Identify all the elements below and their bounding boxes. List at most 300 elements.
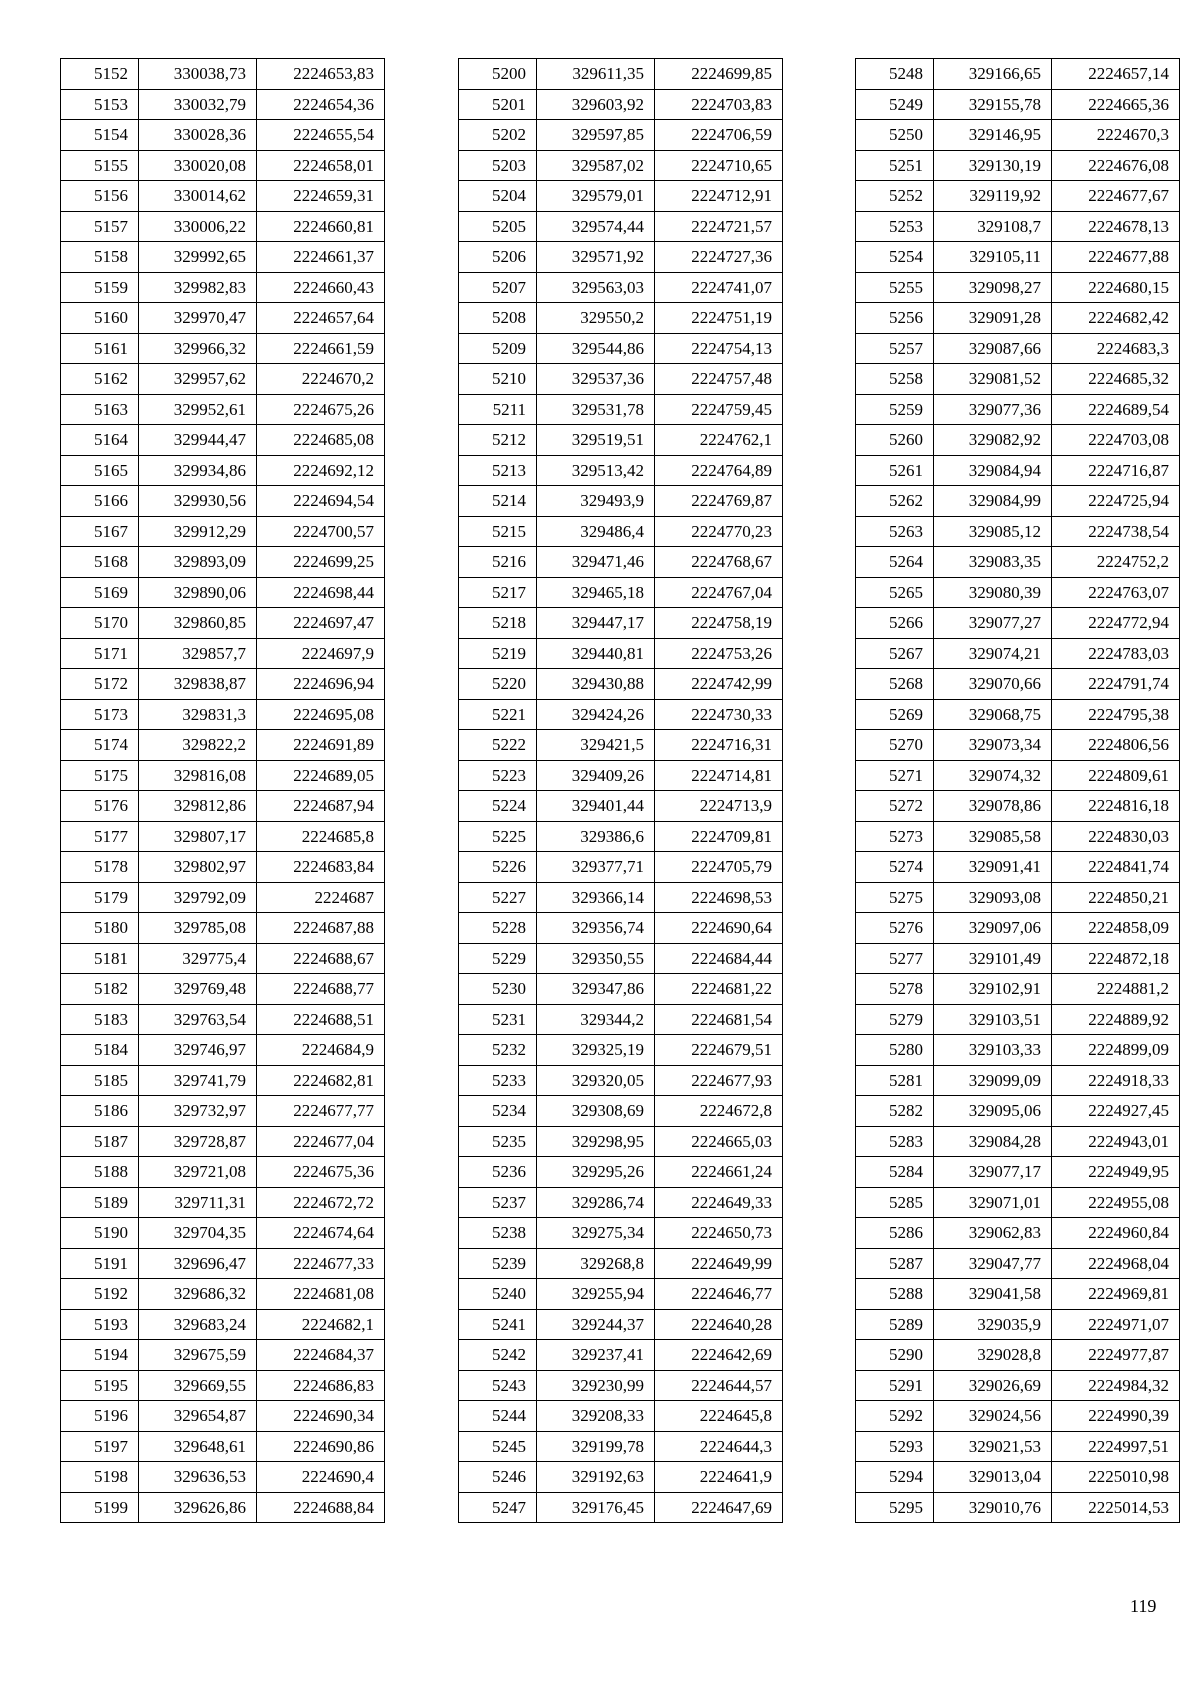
table-row <box>61 1096 385 1127</box>
table-row <box>856 760 1180 791</box>
x-coordinate-cell: 329356,74 <box>537 913 655 944</box>
table-row <box>459 1309 783 1340</box>
x-coordinate-cell: 329093,08 <box>934 882 1052 913</box>
point-number-cell: 5213 <box>459 455 537 486</box>
table-row <box>856 333 1180 364</box>
table-row <box>459 1004 783 1035</box>
y-coordinate-cell: 2224661,24 <box>655 1157 783 1188</box>
y-coordinate-cell: 2224753,26 <box>655 638 783 669</box>
point-number-cell: 5289 <box>856 1309 934 1340</box>
y-coordinate-cell: 2224690,4 <box>257 1462 385 1493</box>
y-coordinate-cell: 2224927,45 <box>1052 1096 1180 1127</box>
x-coordinate-cell: 329732,97 <box>139 1096 257 1127</box>
x-coordinate-cell: 329098,27 <box>934 272 1052 303</box>
point-number-cell: 5286 <box>856 1218 934 1249</box>
table-row <box>61 669 385 700</box>
point-number-cell: 5268 <box>856 669 934 700</box>
y-coordinate-cell: 2224687 <box>257 882 385 913</box>
point-number-cell: 5188 <box>61 1157 139 1188</box>
point-number-cell: 5207 <box>459 272 537 303</box>
y-coordinate-cell: 2224661,37 <box>257 242 385 273</box>
table-row <box>856 1035 1180 1066</box>
point-number-cell: 5178 <box>61 852 139 883</box>
point-number-cell: 5225 <box>459 821 537 852</box>
point-number-cell: 5230 <box>459 974 537 1005</box>
y-coordinate-cell: 2224677,93 <box>655 1065 783 1096</box>
point-number-cell: 5166 <box>61 486 139 517</box>
point-number-cell: 5201 <box>459 89 537 120</box>
point-number-cell: 5279 <box>856 1004 934 1035</box>
point-number-cell: 5293 <box>856 1431 934 1462</box>
table-row <box>61 547 385 578</box>
x-coordinate-cell: 329401,44 <box>537 791 655 822</box>
y-coordinate-cell: 2224677,33 <box>257 1248 385 1279</box>
x-coordinate-cell: 329377,71 <box>537 852 655 883</box>
x-coordinate-cell: 329648,61 <box>139 1431 257 1462</box>
y-coordinate-cell: 2224705,79 <box>655 852 783 883</box>
y-coordinate-cell: 2224677,67 <box>1052 181 1180 212</box>
point-number-cell: 5269 <box>856 699 934 730</box>
y-coordinate-cell: 2224665,36 <box>1052 89 1180 120</box>
x-coordinate-cell: 329208,33 <box>537 1401 655 1432</box>
table-row <box>61 1462 385 1493</box>
table-row <box>856 913 1180 944</box>
y-coordinate-cell: 2224681,54 <box>655 1004 783 1035</box>
x-coordinate-cell: 329424,26 <box>537 699 655 730</box>
x-coordinate-cell: 329430,88 <box>537 669 655 700</box>
x-coordinate-cell: 330014,62 <box>139 181 257 212</box>
table-row <box>856 455 1180 486</box>
y-coordinate-cell: 2224768,67 <box>655 547 783 578</box>
y-coordinate-cell: 2224700,57 <box>257 516 385 547</box>
y-coordinate-cell: 2224649,99 <box>655 1248 783 1279</box>
y-coordinate-cell: 2224706,59 <box>655 120 783 151</box>
y-coordinate-cell: 2224881,2 <box>1052 974 1180 1005</box>
y-coordinate-cell: 2224665,03 <box>655 1126 783 1157</box>
point-number-cell: 5240 <box>459 1279 537 1310</box>
y-coordinate-cell: 2224682,81 <box>257 1065 385 1096</box>
y-coordinate-cell: 2224688,84 <box>257 1492 385 1523</box>
point-number-cell: 5211 <box>459 394 537 425</box>
x-coordinate-cell: 329550,2 <box>537 303 655 334</box>
x-coordinate-cell: 329298,95 <box>537 1126 655 1157</box>
point-number-cell: 5238 <box>459 1218 537 1249</box>
y-coordinate-cell: 2224676,08 <box>1052 150 1180 181</box>
table-row <box>856 669 1180 700</box>
point-number-cell: 5172 <box>61 669 139 700</box>
x-coordinate-cell: 329119,92 <box>934 181 1052 212</box>
table-row <box>459 699 783 730</box>
y-coordinate-cell: 2224653,83 <box>257 59 385 90</box>
table-row <box>61 1431 385 1462</box>
x-coordinate-cell: 329084,28 <box>934 1126 1052 1157</box>
table-row <box>61 1187 385 1218</box>
y-coordinate-cell: 2224696,94 <box>257 669 385 700</box>
x-coordinate-cell: 329626,86 <box>139 1492 257 1523</box>
table-row <box>61 1248 385 1279</box>
x-coordinate-cell: 329611,35 <box>537 59 655 90</box>
y-coordinate-cell: 2224770,23 <box>655 516 783 547</box>
point-number-cell: 5228 <box>459 913 537 944</box>
table-row <box>61 1126 385 1157</box>
y-coordinate-cell: 2224644,57 <box>655 1370 783 1401</box>
x-coordinate-cell: 329966,32 <box>139 333 257 364</box>
point-number-cell: 5260 <box>856 425 934 456</box>
point-number-cell: 5179 <box>61 882 139 913</box>
point-number-cell: 5204 <box>459 181 537 212</box>
table-row <box>856 1279 1180 1310</box>
table-row <box>459 1401 783 1432</box>
y-coordinate-cell: 2224762,1 <box>655 425 783 456</box>
table-row <box>459 638 783 669</box>
y-coordinate-cell: 2224659,31 <box>257 181 385 212</box>
table-row <box>61 364 385 395</box>
table-row <box>459 913 783 944</box>
table-row <box>61 211 385 242</box>
point-number-cell: 5290 <box>856 1340 934 1371</box>
x-coordinate-cell: 329155,78 <box>934 89 1052 120</box>
table-row <box>459 730 783 761</box>
y-coordinate-cell: 2224709,81 <box>655 821 783 852</box>
y-coordinate-cell: 2224872,18 <box>1052 943 1180 974</box>
x-coordinate-cell: 329024,56 <box>934 1401 1052 1432</box>
y-coordinate-cell: 2224687,94 <box>257 791 385 822</box>
x-coordinate-cell: 329686,32 <box>139 1279 257 1310</box>
table-row <box>856 364 1180 395</box>
y-coordinate-cell: 2224675,26 <box>257 394 385 425</box>
x-coordinate-cell: 329934,86 <box>139 455 257 486</box>
y-coordinate-cell: 2224685,08 <box>257 425 385 456</box>
point-number-cell: 5281 <box>856 1065 934 1096</box>
table-row <box>61 516 385 547</box>
y-coordinate-cell: 2224730,33 <box>655 699 783 730</box>
x-coordinate-cell: 329970,47 <box>139 303 257 334</box>
table-row <box>856 516 1180 547</box>
table-row <box>61 577 385 608</box>
table-row <box>856 1218 1180 1249</box>
point-number-cell: 5227 <box>459 882 537 913</box>
table-row <box>856 486 1180 517</box>
table-row <box>459 669 783 700</box>
point-number-cell: 5243 <box>459 1370 537 1401</box>
point-number-cell: 5159 <box>61 272 139 303</box>
table-row <box>856 821 1180 852</box>
x-coordinate-cell: 329486,4 <box>537 516 655 547</box>
point-number-cell: 5171 <box>61 638 139 669</box>
point-number-cell: 5232 <box>459 1035 537 1066</box>
x-coordinate-cell: 330028,36 <box>139 120 257 151</box>
y-coordinate-cell: 2224858,09 <box>1052 913 1180 944</box>
y-coordinate-cell: 2224661,59 <box>257 333 385 364</box>
table-row <box>61 1309 385 1340</box>
point-number-cell: 5180 <box>61 913 139 944</box>
y-coordinate-cell: 2224943,01 <box>1052 1126 1180 1157</box>
y-coordinate-cell: 2224660,81 <box>257 211 385 242</box>
y-coordinate-cell: 2224710,65 <box>655 150 783 181</box>
y-coordinate-cell: 2224683,3 <box>1052 333 1180 364</box>
point-number-cell: 5226 <box>459 852 537 883</box>
y-coordinate-cell: 2224645,8 <box>655 1401 783 1432</box>
point-number-cell: 5250 <box>856 120 934 151</box>
y-coordinate-cell: 2224699,25 <box>257 547 385 578</box>
table-row <box>459 1187 783 1218</box>
x-coordinate-cell: 329047,77 <box>934 1248 1052 1279</box>
x-coordinate-cell: 329447,17 <box>537 608 655 639</box>
table-row <box>459 1096 783 1127</box>
point-number-cell: 5191 <box>61 1248 139 1279</box>
y-coordinate-cell: 2224681,08 <box>257 1279 385 1310</box>
y-coordinate-cell: 2224918,33 <box>1052 1065 1180 1096</box>
x-coordinate-cell: 329675,59 <box>139 1340 257 1371</box>
x-coordinate-cell: 329084,99 <box>934 486 1052 517</box>
table-row <box>459 181 783 212</box>
table-row <box>61 303 385 334</box>
point-number-cell: 5275 <box>856 882 934 913</box>
y-coordinate-cell: 2224670,3 <box>1052 120 1180 151</box>
point-number-cell: 5246 <box>459 1462 537 1493</box>
table-row <box>61 120 385 151</box>
y-coordinate-cell: 2224752,2 <box>1052 547 1180 578</box>
table-row <box>459 882 783 913</box>
point-number-cell: 5209 <box>459 333 537 364</box>
x-coordinate-cell: 329074,32 <box>934 760 1052 791</box>
table-row <box>459 1340 783 1371</box>
y-coordinate-cell: 2224764,89 <box>655 455 783 486</box>
y-coordinate-cell: 2224680,15 <box>1052 272 1180 303</box>
x-coordinate-cell: 329077,17 <box>934 1157 1052 1188</box>
y-coordinate-cell: 2224716,31 <box>655 730 783 761</box>
y-coordinate-cell: 2224660,43 <box>257 272 385 303</box>
y-coordinate-cell: 2224955,08 <box>1052 1187 1180 1218</box>
table-row <box>459 1279 783 1310</box>
point-number-cell: 5257 <box>856 333 934 364</box>
point-number-cell: 5205 <box>459 211 537 242</box>
x-coordinate-cell: 329028,8 <box>934 1340 1052 1371</box>
x-coordinate-cell: 329105,11 <box>934 242 1052 273</box>
point-number-cell: 5229 <box>459 943 537 974</box>
point-number-cell: 5217 <box>459 577 537 608</box>
table-row <box>856 59 1180 90</box>
y-coordinate-cell: 2224642,69 <box>655 1340 783 1371</box>
point-number-cell: 5276 <box>856 913 934 944</box>
y-coordinate-cell: 2224727,36 <box>655 242 783 273</box>
x-coordinate-cell: 329769,48 <box>139 974 257 1005</box>
x-coordinate-cell: 329295,26 <box>537 1157 655 1188</box>
table-row <box>856 1492 1180 1523</box>
x-coordinate-cell: 329095,06 <box>934 1096 1052 1127</box>
point-number-cell: 5285 <box>856 1187 934 1218</box>
point-number-cell: 5165 <box>61 455 139 486</box>
x-coordinate-cell: 329237,41 <box>537 1340 655 1371</box>
y-coordinate-cell: 2224960,84 <box>1052 1218 1180 1249</box>
table-row <box>856 1370 1180 1401</box>
x-coordinate-cell: 329531,78 <box>537 394 655 425</box>
x-coordinate-cell: 329587,02 <box>537 150 655 181</box>
point-number-cell: 5241 <box>459 1309 537 1340</box>
point-number-cell: 5152 <box>61 59 139 90</box>
x-coordinate-cell: 329802,97 <box>139 852 257 883</box>
y-coordinate-cell: 2224971,07 <box>1052 1309 1180 1340</box>
x-coordinate-cell: 329912,29 <box>139 516 257 547</box>
table-row <box>61 821 385 852</box>
table-row <box>856 730 1180 761</box>
table-row <box>61 1004 385 1035</box>
point-number-cell: 5223 <box>459 760 537 791</box>
table-row <box>459 516 783 547</box>
x-coordinate-cell: 329344,2 <box>537 1004 655 1035</box>
point-number-cell: 5218 <box>459 608 537 639</box>
x-coordinate-cell: 330020,08 <box>139 150 257 181</box>
x-coordinate-cell: 329493,9 <box>537 486 655 517</box>
y-coordinate-cell: 2224684,37 <box>257 1340 385 1371</box>
point-number-cell: 5157 <box>61 211 139 242</box>
point-number-cell: 5251 <box>856 150 934 181</box>
point-number-cell: 5202 <box>459 120 537 151</box>
table-row <box>856 1096 1180 1127</box>
table-row <box>459 333 783 364</box>
y-coordinate-cell: 2224691,89 <box>257 730 385 761</box>
x-coordinate-cell: 329101,49 <box>934 943 1052 974</box>
coordinate-table-3 <box>855 58 1180 1523</box>
y-coordinate-cell: 2224690,64 <box>655 913 783 944</box>
x-coordinate-cell: 329857,7 <box>139 638 257 669</box>
table-row <box>61 425 385 456</box>
table-row <box>459 608 783 639</box>
point-number-cell: 5291 <box>856 1370 934 1401</box>
y-coordinate-cell: 2224697,9 <box>257 638 385 669</box>
x-coordinate-cell: 329099,09 <box>934 1065 1052 1096</box>
point-number-cell: 5266 <box>856 608 934 639</box>
table-row <box>856 1004 1180 1035</box>
x-coordinate-cell: 329021,53 <box>934 1431 1052 1462</box>
x-coordinate-cell: 329103,51 <box>934 1004 1052 1035</box>
y-coordinate-cell: 2224658,01 <box>257 150 385 181</box>
y-coordinate-cell: 2224688,51 <box>257 1004 385 1035</box>
y-coordinate-cell: 2224681,22 <box>655 974 783 1005</box>
x-coordinate-cell: 329544,86 <box>537 333 655 364</box>
table-row <box>856 699 1180 730</box>
point-number-cell: 5247 <box>459 1492 537 1523</box>
point-number-cell: 5186 <box>61 1096 139 1127</box>
table-row <box>61 791 385 822</box>
x-coordinate-cell: 329792,09 <box>139 882 257 913</box>
x-coordinate-cell: 329268,8 <box>537 1248 655 1279</box>
point-number-cell: 5161 <box>61 333 139 364</box>
point-number-cell: 5244 <box>459 1401 537 1432</box>
y-coordinate-cell: 2224686,83 <box>257 1370 385 1401</box>
y-coordinate-cell: 2224699,85 <box>655 59 783 90</box>
page-number: 119 <box>1130 1596 1157 1616</box>
y-coordinate-cell: 2224757,48 <box>655 364 783 395</box>
point-number-cell: 5252 <box>856 181 934 212</box>
y-coordinate-cell: 2224767,04 <box>655 577 783 608</box>
y-coordinate-cell: 2224772,94 <box>1052 608 1180 639</box>
table-row <box>61 1157 385 1188</box>
y-coordinate-cell: 2224816,18 <box>1052 791 1180 822</box>
point-number-cell: 5185 <box>61 1065 139 1096</box>
point-number-cell: 5237 <box>459 1187 537 1218</box>
x-coordinate-cell: 329636,53 <box>139 1462 257 1493</box>
y-coordinate-cell: 2224698,44 <box>257 577 385 608</box>
point-number-cell: 5167 <box>61 516 139 547</box>
point-number-cell: 5170 <box>61 608 139 639</box>
table-row <box>459 1492 783 1523</box>
point-number-cell: 5163 <box>61 394 139 425</box>
y-coordinate-cell: 2224949,95 <box>1052 1157 1180 1188</box>
table-row <box>459 1065 783 1096</box>
x-coordinate-cell: 329952,61 <box>139 394 257 425</box>
point-number-cell: 5283 <box>856 1126 934 1157</box>
x-coordinate-cell: 329275,34 <box>537 1218 655 1249</box>
y-coordinate-cell: 2224791,74 <box>1052 669 1180 700</box>
y-coordinate-cell: 2224678,13 <box>1052 211 1180 242</box>
point-number-cell: 5190 <box>61 1218 139 1249</box>
y-coordinate-cell: 2224984,32 <box>1052 1370 1180 1401</box>
table-row <box>459 211 783 242</box>
y-coordinate-cell: 2224795,38 <box>1052 699 1180 730</box>
point-number-cell: 5177 <box>61 821 139 852</box>
table-row <box>61 608 385 639</box>
table-row <box>61 89 385 120</box>
table-row <box>61 852 385 883</box>
table-row <box>459 486 783 517</box>
y-coordinate-cell: 2224850,21 <box>1052 882 1180 913</box>
x-coordinate-cell: 329230,99 <box>537 1370 655 1401</box>
x-coordinate-cell: 329108,7 <box>934 211 1052 242</box>
x-coordinate-cell: 329571,92 <box>537 242 655 273</box>
point-number-cell: 5242 <box>459 1340 537 1371</box>
x-coordinate-cell: 329574,44 <box>537 211 655 242</box>
point-number-cell: 5267 <box>856 638 934 669</box>
x-coordinate-cell: 329763,54 <box>139 1004 257 1035</box>
point-number-cell: 5255 <box>856 272 934 303</box>
table-row <box>856 1157 1180 1188</box>
table-row <box>856 425 1180 456</box>
point-number-cell: 5184 <box>61 1035 139 1066</box>
table-row <box>459 974 783 1005</box>
x-coordinate-cell: 329255,94 <box>537 1279 655 1310</box>
point-number-cell: 5168 <box>61 547 139 578</box>
y-coordinate-cell: 2224721,57 <box>655 211 783 242</box>
point-number-cell: 5248 <box>856 59 934 90</box>
x-coordinate-cell: 329087,66 <box>934 333 1052 364</box>
x-coordinate-cell: 329746,97 <box>139 1035 257 1066</box>
table-row <box>459 791 783 822</box>
table-row <box>61 242 385 273</box>
x-coordinate-cell: 329081,52 <box>934 364 1052 395</box>
point-number-cell: 5262 <box>856 486 934 517</box>
x-coordinate-cell: 330032,79 <box>139 89 257 120</box>
point-number-cell: 5270 <box>856 730 934 761</box>
x-coordinate-cell: 329785,08 <box>139 913 257 944</box>
table-row <box>459 1462 783 1493</box>
y-coordinate-cell: 2224646,77 <box>655 1279 783 1310</box>
point-number-cell: 5282 <box>856 1096 934 1127</box>
y-coordinate-cell: 2224977,87 <box>1052 1340 1180 1371</box>
point-number-cell: 5261 <box>856 455 934 486</box>
table-row <box>856 1401 1180 1432</box>
point-number-cell: 5215 <box>459 516 537 547</box>
point-number-cell: 5192 <box>61 1279 139 1310</box>
y-coordinate-cell: 2224641,9 <box>655 1462 783 1493</box>
point-number-cell: 5239 <box>459 1248 537 1279</box>
point-number-cell: 5245 <box>459 1431 537 1462</box>
table-row <box>856 1462 1180 1493</box>
y-coordinate-cell: 2224809,61 <box>1052 760 1180 791</box>
x-coordinate-cell: 329816,08 <box>139 760 257 791</box>
point-number-cell: 5273 <box>856 821 934 852</box>
point-number-cell: 5210 <box>459 364 537 395</box>
